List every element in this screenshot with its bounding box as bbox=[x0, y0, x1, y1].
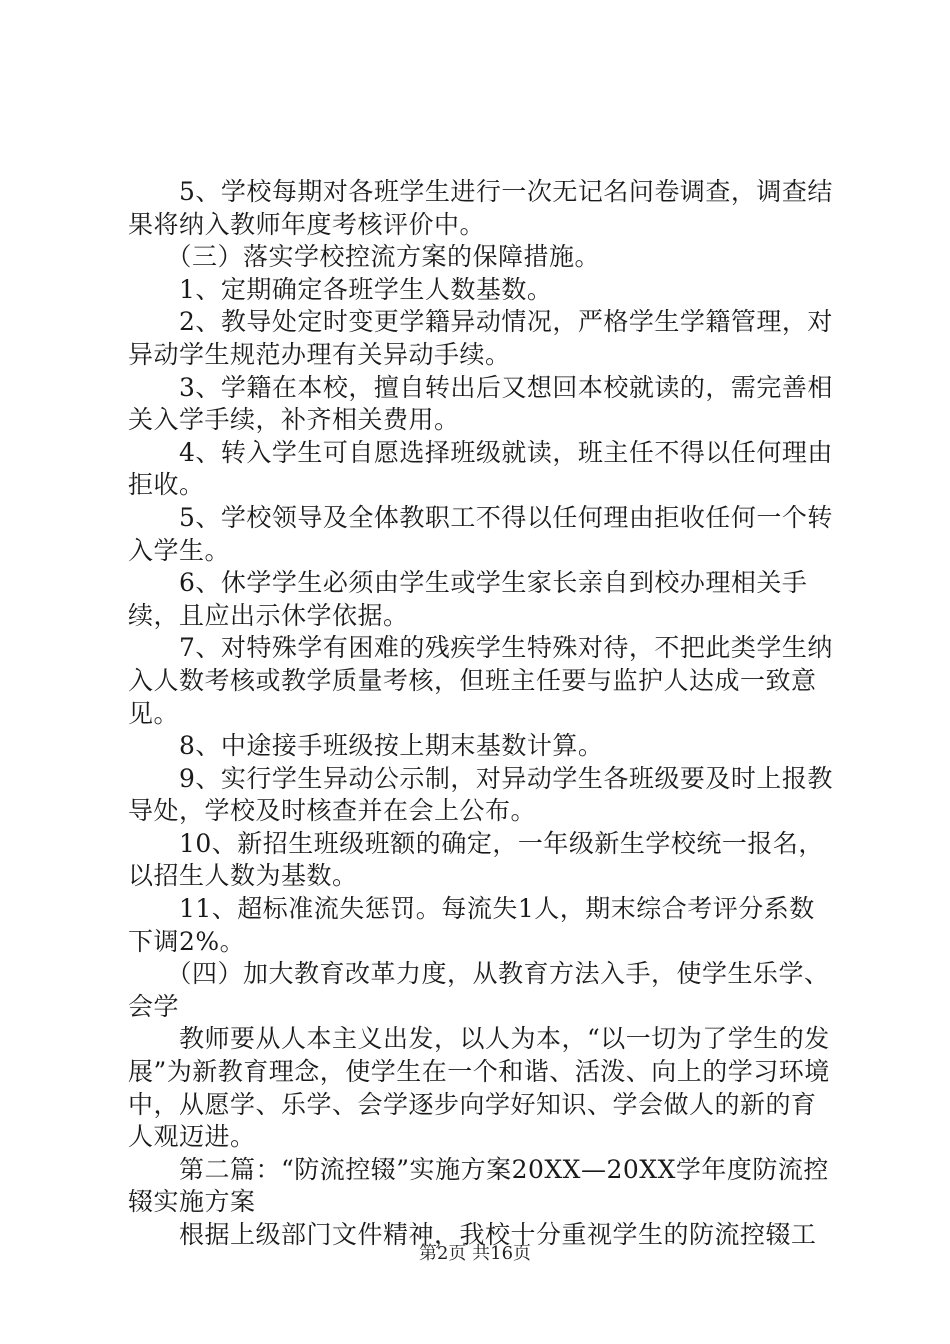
paragraph: 2、教导处定时变更学籍异动情况，严格学生学籍管理，对异动学生规范办理有关异动手续。 bbox=[128, 307, 833, 369]
page-number-footer: 第2页 共16页 bbox=[418, 1243, 532, 1264]
chapter-heading: 第二篇：“防流控辍”实施方案20XX—20XX学年度防流控辍实施方案 bbox=[128, 1154, 829, 1217]
paragraph: 9、实行学生异动公示制，对异动学生各班级要及时上报教导处，学校及时核查并在会上公布。 bbox=[128, 763, 833, 826]
paragraph: 3、学籍在本校，擅自转出后又想回本校就读的，需完善相关入学手续，补齐相关费用。 bbox=[128, 372, 833, 435]
paragraph: 4、转入学生可自愿选择班级就读，班主任不得以任何理由拒收。 bbox=[128, 437, 833, 500]
paragraph: 11、超标准流失惩罚。每流失1人，期末综合考评分系数下调2%。 bbox=[128, 894, 815, 956]
section-heading: （三）落实学校控流方案的保障措施。 bbox=[128, 242, 601, 272]
paragraph: 根据上级部门文件精神，我校十分重视学生的防流控辍工 bbox=[128, 1220, 817, 1249]
paragraph: 7、对特殊学有困难的残疾学生特殊对待，不把此类学生纳入人数考核或教学质量考核，但班主任要与监护人达成一致意见。 bbox=[128, 633, 833, 728]
paragraph: 5、学校领导及全体教职工不得以任何理由拒收任何一个转入学生。 bbox=[128, 502, 833, 565]
paragraph: 1、定期确定各班学生人数基数。 bbox=[128, 274, 553, 304]
section-heading: （四）加大教育改革力度，从教育方法入手，使学生乐学、会学 bbox=[128, 959, 830, 1021]
document-body bbox=[128, 176, 834, 1252]
paragraph: 10、新招生班级班额的确定，一年级新生学校统一报名，以招生人数为基数。 bbox=[128, 828, 824, 891]
paragraph: 5、学校每期对各班学生进行一次无记名问卷调查，调查结果将纳入教师年度考核评价中。 bbox=[128, 177, 833, 239]
paragraph: 8、中途接手班级按上期末基数计算。 bbox=[128, 731, 604, 761]
paragraph: 6、休学学生必须由学生或学生家长亲自到校办理相关手续，且应出示休学依据。 bbox=[128, 568, 808, 630]
paragraph: 教师要从人本主义出发，以人为本，“以一切为了学生的发展”为新教育理念，使学生在一个和谐、活泼、向上的学习环境中，从愿学、乐学、会学逐步向学好知识、学会做人的新的育人观迈进。 bbox=[128, 1024, 830, 1152]
